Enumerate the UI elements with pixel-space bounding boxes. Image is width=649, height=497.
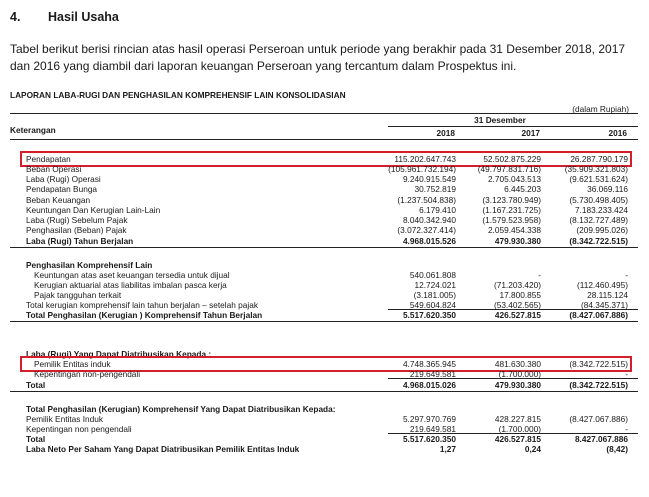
row-label: Laba Neto Per Saham Yang Dapat Diatribusikan Pemilik Entitas Induk <box>26 444 300 454</box>
row-label: Laba (Rugi) Operasi <box>26 174 101 184</box>
row-label: Beban Operasi <box>26 164 82 174</box>
row-label: Laba (Rugi) Yang Dapat Diatribusikan Kepada : <box>26 349 212 359</box>
value-2016: (8.132.727.489) <box>569 215 628 225</box>
value-2016: (112.460.495) <box>576 280 628 290</box>
table-row <box>0 290 649 300</box>
table-row <box>0 225 649 235</box>
table-row <box>0 205 649 215</box>
value-2016: 28.115.124 <box>587 290 628 300</box>
value-2016: 26.287.790.179 <box>570 154 628 164</box>
period-underline <box>388 126 638 127</box>
column-header-period: 31 Desember <box>474 115 526 125</box>
table-row <box>0 236 649 246</box>
column-header-year-2016: 2016 <box>608 128 627 138</box>
header-bottom-rule <box>10 139 638 140</box>
value-2016: (8.342.722.515) <box>569 380 628 390</box>
value-2017: (53.402.565) <box>493 300 541 310</box>
value-2016: - <box>625 270 628 280</box>
value-2017: 426.527.815 <box>494 310 541 320</box>
value-2016: (5.730.498.405) <box>569 195 628 205</box>
table-row <box>0 174 649 184</box>
value-2018: 9.240.915.549 <box>402 174 456 184</box>
value-2016: (9.621.531.624) <box>569 174 628 184</box>
value-2018: 4.748.365.945 <box>402 359 456 369</box>
value-2017: (1.700.000) <box>498 369 541 379</box>
table-row <box>0 195 649 205</box>
row-label: Total Penghasilan (Kerugian) Komprehensif Yang Dapat Diatribusikan Kepada: <box>26 404 336 414</box>
value-2016: 7.183.233.424 <box>574 205 628 215</box>
value-2018: 4.968.015.026 <box>402 380 456 390</box>
value-2018: 219.649.581 <box>409 424 456 434</box>
column-header-year-2017: 2017 <box>521 128 540 138</box>
value-2018: 115.202.647.743 <box>394 154 456 164</box>
column-header-year-2018: 2018 <box>436 128 455 138</box>
value-2018: 219.649.581 <box>409 369 456 379</box>
column-header-keterangan: Keterangan <box>10 125 56 135</box>
value-2018: 8.040.342.940 <box>402 215 456 225</box>
currency-note: (dalam Rupiah) <box>572 104 629 114</box>
table-row <box>0 184 649 194</box>
row-label: Total <box>26 380 46 390</box>
value-2018: 5.517.620.350 <box>402 434 456 444</box>
value-2017: 428.227.815 <box>494 414 541 424</box>
table-row <box>0 164 649 174</box>
row-label: Kepentingan non-pengendali <box>34 369 141 379</box>
value-2017: 2.705.043.513 <box>487 174 541 184</box>
value-2018: 30.752.819 <box>414 184 456 194</box>
table-row <box>0 280 649 290</box>
table-rule <box>388 378 638 379</box>
value-2017: - <box>538 270 541 280</box>
value-2018: (105.961.732.194) <box>388 164 456 174</box>
table-rule <box>10 321 638 322</box>
table-row <box>0 434 649 444</box>
row-label: Total <box>26 434 46 444</box>
table-row <box>0 260 649 270</box>
value-2018: 549.604.824 <box>409 300 456 310</box>
table-rule <box>10 247 638 248</box>
value-2017: (3.123.780.949) <box>482 195 541 205</box>
table-row <box>0 215 649 225</box>
row-label: Kerugian aktuarial atas liabilitas imbalan pasca kerja <box>34 280 227 290</box>
section-number: 4. <box>10 10 21 24</box>
row-label: Pemilik Entitas induk <box>34 359 111 369</box>
value-2016: (8.427.067.886) <box>569 414 628 424</box>
value-2018: (3.181.005) <box>413 290 456 300</box>
value-2018: (1.237.504.838) <box>397 195 456 205</box>
table-top-rule <box>10 113 638 114</box>
section-title: Hasil Usaha <box>48 10 119 24</box>
value-2018: 540.061.808 <box>409 270 456 280</box>
row-label: Penghasilan (Beban) Pajak <box>26 225 127 235</box>
table-rule <box>10 391 638 392</box>
section-heading <box>10 10 119 24</box>
value-2018: 5.297.970.769 <box>402 414 456 424</box>
value-2017: 481.630.380 <box>494 359 541 369</box>
table-rule <box>388 309 638 310</box>
value-2017: 426.527.815 <box>494 434 541 444</box>
value-2016: (35.909.321.803) <box>564 164 628 174</box>
table-row <box>0 404 649 414</box>
value-2017: 6.445.203 <box>504 184 541 194</box>
row-label: Pemilik Entitas Induk <box>26 414 104 424</box>
value-2017: (49.797.831.716) <box>477 164 541 174</box>
value-2016: - <box>625 369 628 379</box>
value-2016: 8.427.067.886 <box>574 434 628 444</box>
row-label: Laba (Rugi) Sebelum Pajak <box>26 215 128 225</box>
table-row <box>0 310 649 320</box>
row-label: Beban Keuangan <box>26 195 91 205</box>
value-2016: (8.427.067.886) <box>569 310 628 320</box>
row-label: Kepentingan non pengendali <box>26 424 132 434</box>
value-2018: 5.517.620.350 <box>402 310 456 320</box>
row-label: Keuntungan atas aset keuangan tersedia untuk dijual <box>34 270 230 280</box>
value-2018: 6.179.410 <box>419 205 456 215</box>
value-2017: 479.930.380 <box>494 236 541 246</box>
value-2016: (8.342.722.515) <box>569 236 628 246</box>
value-2017: 17.800.855 <box>499 290 541 300</box>
table-row <box>0 380 649 390</box>
value-2017: 52.502.875.229 <box>483 154 541 164</box>
value-2017: 479.930.380 <box>494 380 541 390</box>
row-label: Total kerugian komprehensif lain tahun berjalan – setelah pajak <box>26 300 259 310</box>
value-2016: (84.345.371) <box>580 300 628 310</box>
value-2018: 12.724.021 <box>414 280 456 290</box>
value-2017: 0,24 <box>524 444 541 454</box>
row-label: Total Penghasilan (Kerugian ) Komprehensif Tahun Berjalan <box>26 310 263 320</box>
value-2018: (3.072.327.414) <box>397 225 456 235</box>
table-rule <box>388 433 638 434</box>
value-2016: - <box>625 424 628 434</box>
value-2016: (8,42) <box>606 444 628 454</box>
row-label: Pajak tangguhan terkait <box>34 290 122 300</box>
value-2017: 2.059.454.338 <box>487 225 541 235</box>
value-2017: (1.700.000) <box>498 424 541 434</box>
value-2018: 4.968.015.526 <box>402 236 456 246</box>
table-row <box>0 444 649 454</box>
value-2016: (8.342.722.515) <box>569 359 628 369</box>
value-2016: 36.069.116 <box>587 184 628 194</box>
value-2018: 1,27 <box>439 444 456 454</box>
value-2017: (1.167.231.725) <box>482 205 541 215</box>
row-label: Pendapatan Bunga <box>26 184 98 194</box>
intro-paragraph: Tabel berikut berisi rincian atas hasil operasi Perseroan untuk periode yang berakhir pada 31 Desember 2018, 2017 dan 2016 yang diambil dari laporan keuangan Perseroan yang tercantum dalam Prospektus ini. <box>10 42 626 73</box>
row-label: Pendapatan <box>26 154 71 164</box>
value-2017: (1.579.523.958) <box>482 215 541 225</box>
report-title: LAPORAN LABA-RUGI DAN PENGHASILAN KOMPREHENSIF LAIN KONSOLIDASIAN <box>10 90 346 100</box>
table-row <box>0 270 649 280</box>
row-label: Keuntungan Dan Kerugian Lain-Lain <box>26 205 161 215</box>
value-2017: (71.203.420) <box>493 280 541 290</box>
row-label: Laba (Rugi) Tahun Berjalan <box>26 236 134 246</box>
value-2016: (209.995.026) <box>576 225 628 235</box>
table-row <box>0 414 649 424</box>
row-label: Penghasilan Komprehensif Lain <box>26 260 153 270</box>
